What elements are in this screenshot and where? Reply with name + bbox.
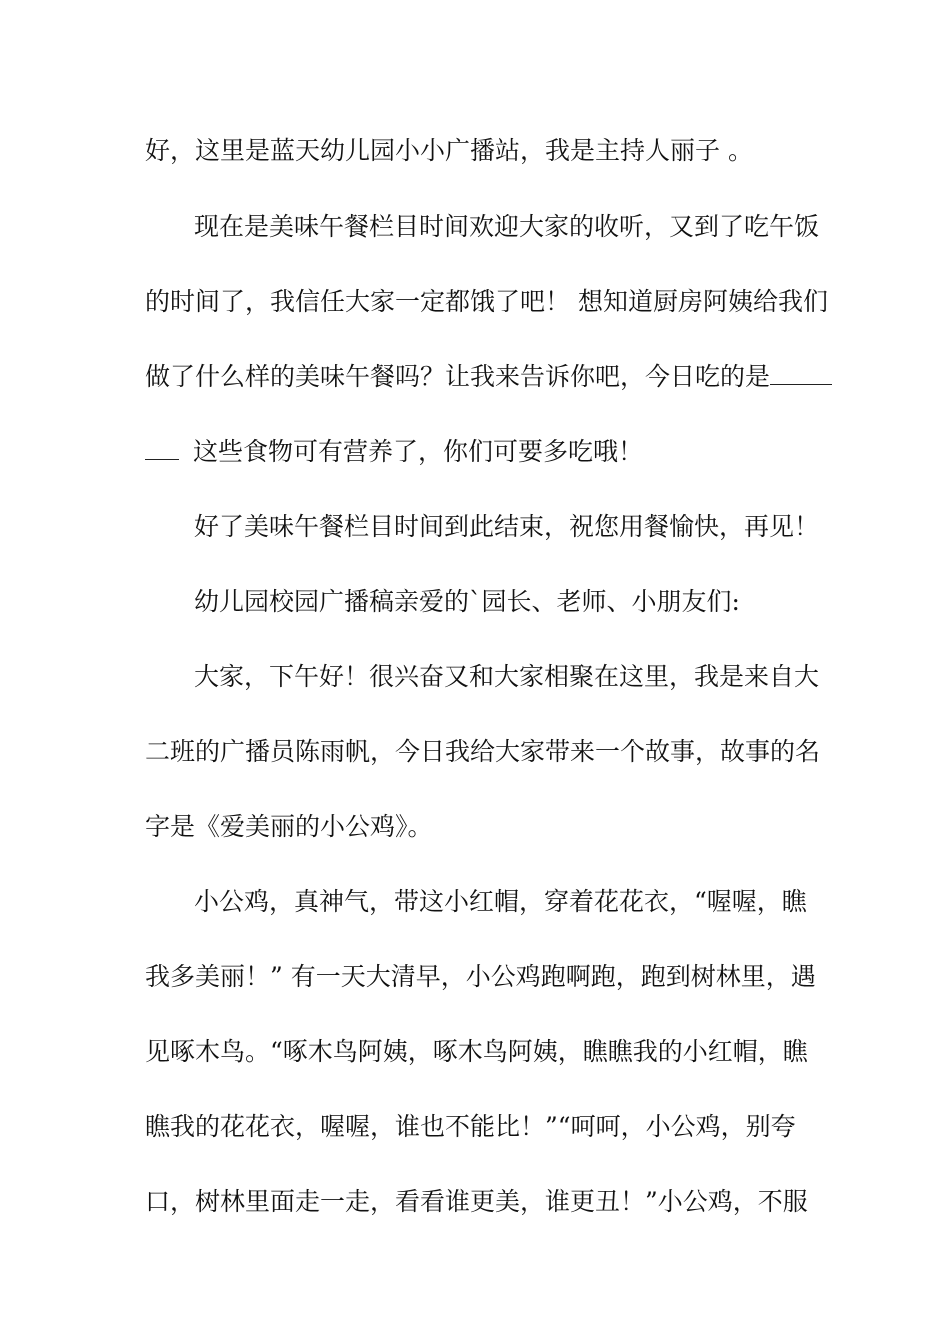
- text-line: 二班的广播员陈雨帆，今日我给大家带来一个故事，故事的名: [145, 737, 821, 766]
- text-line: 好，这里是蓝天幼儿园小小广播站，我是主持人丽子 。: [145, 136, 753, 165]
- text-line: 见啄木鸟。“啄木鸟阿姨，啄木鸟阿姨，瞧瞧我的小红帽，瞧: [145, 1037, 808, 1066]
- text-line: 我多美丽！” 有一天大清早，小公鸡跑啊跑，跑到树林里，遇: [145, 962, 816, 991]
- paragraph-line: 幼儿园校园广播稿亲爱的`园长、老师、小朋友们:: [194, 587, 740, 616]
- fill-in-blank: [145, 433, 179, 460]
- text-line: 字是《爱美丽的小公鸡》。: [145, 812, 433, 841]
- text-segment: 做了什么样的美味午餐吗？让我来告诉你吧，今日吃的是: [145, 362, 771, 391]
- text-line: [145, 357, 810, 397]
- paragraph-line: 小公鸡，真神气，带这小红帽，穿着花花衣，“喔喔，瞧: [194, 887, 807, 916]
- paragraph-line: 大家，下午好！很兴奋又和大家相聚在这里，我是来自大: [194, 662, 820, 691]
- fill-in-blank: [770, 358, 832, 385]
- paragraph-line: 现在是美味午餐栏目时间欢迎大家的收听，又到了吃午饭: [194, 212, 820, 241]
- text-segment: 这些食物可有营养了，你们可要多吃哦！: [193, 437, 644, 466]
- text-line: [145, 432, 810, 472]
- text-line: 口，树林里面走一走，看看谁更美，谁更丑！”小公鸡，不服: [145, 1187, 808, 1216]
- text-line: 的时间了，我信任大家一定都饿了吧！ 想知道厨房阿姨给我们: [145, 287, 828, 316]
- text-line: 瞧我的花花衣，喔喔，谁也不能比！”“呵呵，小公鸡，别夸: [145, 1112, 796, 1141]
- paragraph-line: 好了美味午餐栏目时间到此结束，祝您用餐愉快，再见！: [194, 512, 820, 541]
